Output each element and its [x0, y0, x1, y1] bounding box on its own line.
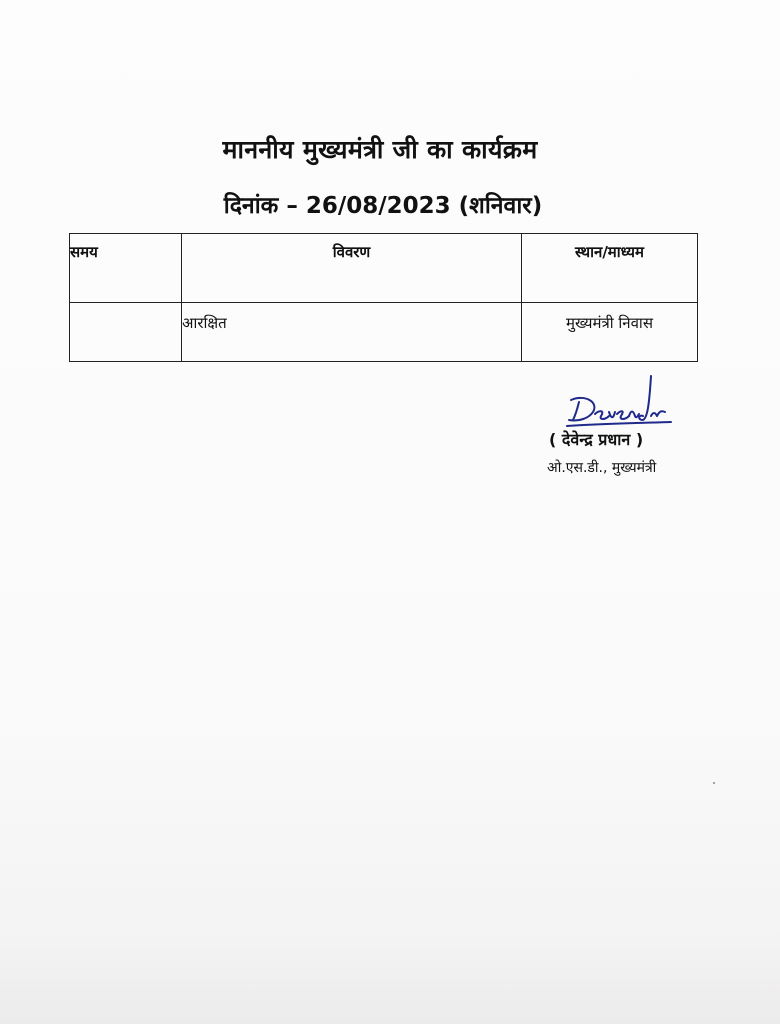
cell-place: मुख्यमंत्री निवास — [522, 303, 698, 362]
document-title: माननीय मुख्यमंत्री जी का कार्यक्रम — [222, 135, 538, 164]
table-header-row — [70, 234, 698, 303]
handwritten-signature — [565, 372, 675, 432]
paper-speck — [713, 782, 715, 784]
table-row — [70, 303, 698, 362]
header-place: स्थान/माध्यम — [522, 234, 698, 303]
cell-time — [70, 303, 182, 362]
date-line: दिनांक – 26/08/2023 (शनिवार) — [223, 193, 543, 219]
schedule-table — [69, 233, 698, 362]
header-time: समय — [70, 234, 182, 303]
cell-description: आरक्षित — [182, 303, 522, 362]
signatory-designation: ओ.एस.डी., मुख्यमंत्री — [547, 460, 657, 476]
header-description: विवरण — [182, 234, 522, 303]
signatory-name: ( देवेन्द्र प्रधान ) — [549, 430, 644, 449]
